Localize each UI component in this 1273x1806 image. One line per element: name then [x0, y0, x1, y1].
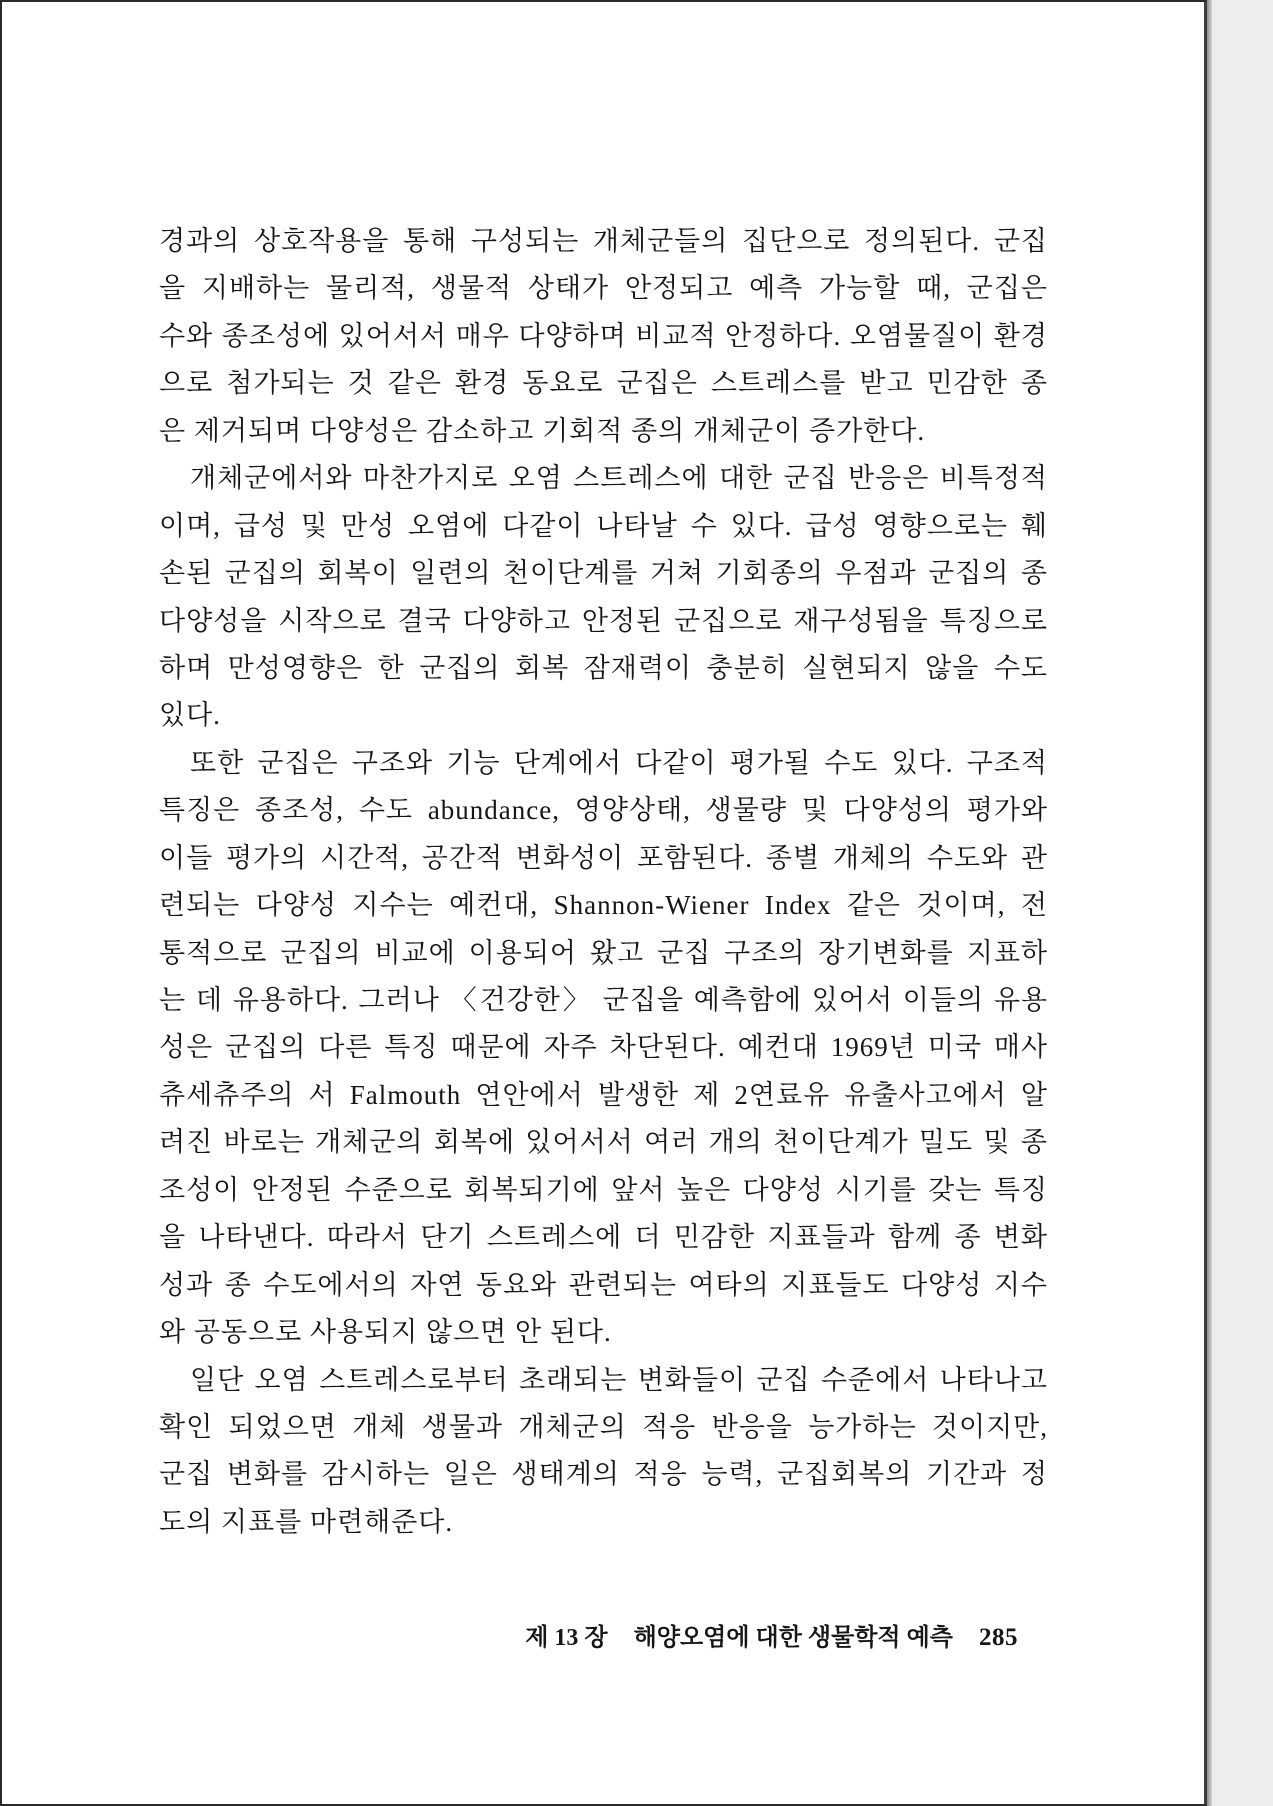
text-line: 을 나타낸다. 따라서 단기 스트레스에 더 민감한 지표들과 함께 종 변화 — [159, 1222, 1048, 1253]
text-line: 으로 첨가되는 것 같은 환경 동요로 군집은 스트레스를 받고 민감한 종 — [159, 368, 1048, 399]
text-line: 확인 되었으면 개체 생물과 개체군의 적응 반응을 능가하는 것이지만, — [159, 1411, 1048, 1442]
page-number: 285 — [979, 1624, 1018, 1651]
text-line: 와 공동으로 사용되지 않으면 안 된다. — [159, 1317, 612, 1348]
text-line: 은 제거되며 다양성은 감소하고 기회적 종의 개체군이 증가한다. — [159, 415, 926, 446]
text-line: 성과 종 수도에서의 자연 동요와 관련되는 여타의 지표들도 다양성 지수 — [159, 1269, 1048, 1300]
text-line: 수와 종조성에 있어서서 매우 다양하며 비교적 안정하다. 오염물질이 환경 — [159, 320, 1048, 351]
text-line: 또한 군집은 구조와 기능 단계에서 다같이 평가될 수도 있다. 구조적 — [190, 747, 1048, 778]
text-line: 특징은 종조성, 수도 abundance, 영양상태, 생물량 및 다양성의 평가와 — [159, 795, 1048, 826]
text-line: 도의 지표를 마련해준다. — [159, 1506, 454, 1537]
text-line: 려진 바로는 개체군의 회복에 있어서서 여러 개의 천이단계가 밀도 및 종 — [159, 1127, 1048, 1158]
paragraph — [159, 218, 1048, 455]
text-line: 이들 평가의 시간적, 공간적 변화성이 포함된다. 종별 개체의 수도와 관 — [159, 842, 1048, 873]
paragraph — [159, 1357, 1048, 1547]
running-footer — [525, 1622, 1018, 1654]
text-line: 성은 군집의 다른 특징 때문에 자주 차단된다. 예컨대 1969년 미국 매사 — [159, 1032, 1048, 1063]
paragraph — [159, 740, 1048, 1357]
text-line: 개체군에서와 마찬가지로 오염 스트레스에 대한 군집 반응은 비특정적 — [190, 463, 1048, 494]
text-line: 군집 변화를 감시하는 일은 생태계의 적응 능력, 군집회복의 기간과 정 — [159, 1459, 1048, 1490]
text-line: 을 지배하는 물리적, 생물적 상태가 안정되고 예측 가능할 때, 군집은 — [159, 273, 1048, 304]
text-line: 조성이 안정된 수준으로 회복되기에 앞서 높은 다양성 시기를 갖는 특징 — [159, 1174, 1048, 1205]
chapter-label: 제 13 장 — [525, 1625, 608, 1651]
text-line: 는 데 유용하다. 그러나 〈건강한〉 군집을 예측함에 있어서 이들의 유용 — [159, 985, 1048, 1015]
text-line: 손된 군집의 회복이 일련의 천이단계를 거쳐 기회종의 우점과 군집의 종 — [159, 558, 1048, 589]
text-line: 련되는 다양성 지수는 예컨대, Shannon-Wiener Index 같은 것이며, 전 — [159, 890, 1048, 921]
page-body-text — [159, 218, 1048, 1546]
text-line: 츄세츄주의 서 Falmouth 연안에서 발생한 제 2연료유 유출사고에서 알 — [159, 1079, 1048, 1110]
text-line: 다양성을 시작으로 결국 다양하고 안정된 군집으로 재구성됨을 특징으로 — [159, 605, 1048, 636]
text-line: 경과의 상호작용을 통해 구성되는 개체군들의 집단으로 정의된다. 군집 — [159, 226, 1048, 256]
paragraph — [159, 455, 1048, 740]
chapter-title: 해양오염에 대한 생물학적 예측 — [633, 1625, 953, 1651]
viewer-background — [1212, 0, 1273, 1806]
text-line: 일단 오염 스트레스로부터 초래되는 변화들이 군집 수준에서 나타나고 — [190, 1364, 1048, 1395]
text-line: 통적으로 군집의 비교에 이용되어 왔고 군집 구조의 장기변화를 지표하 — [159, 937, 1048, 968]
text-line: 이며, 급성 및 만성 오염에 다같이 나타날 수 있다. 급성 영향으로는 훼 — [159, 510, 1048, 541]
text-line: 하며 만성영향은 한 군집의 회복 잠재력이 충분히 실현되지 않을 수도 — [159, 652, 1048, 683]
text-line: 있다. — [159, 700, 221, 731]
